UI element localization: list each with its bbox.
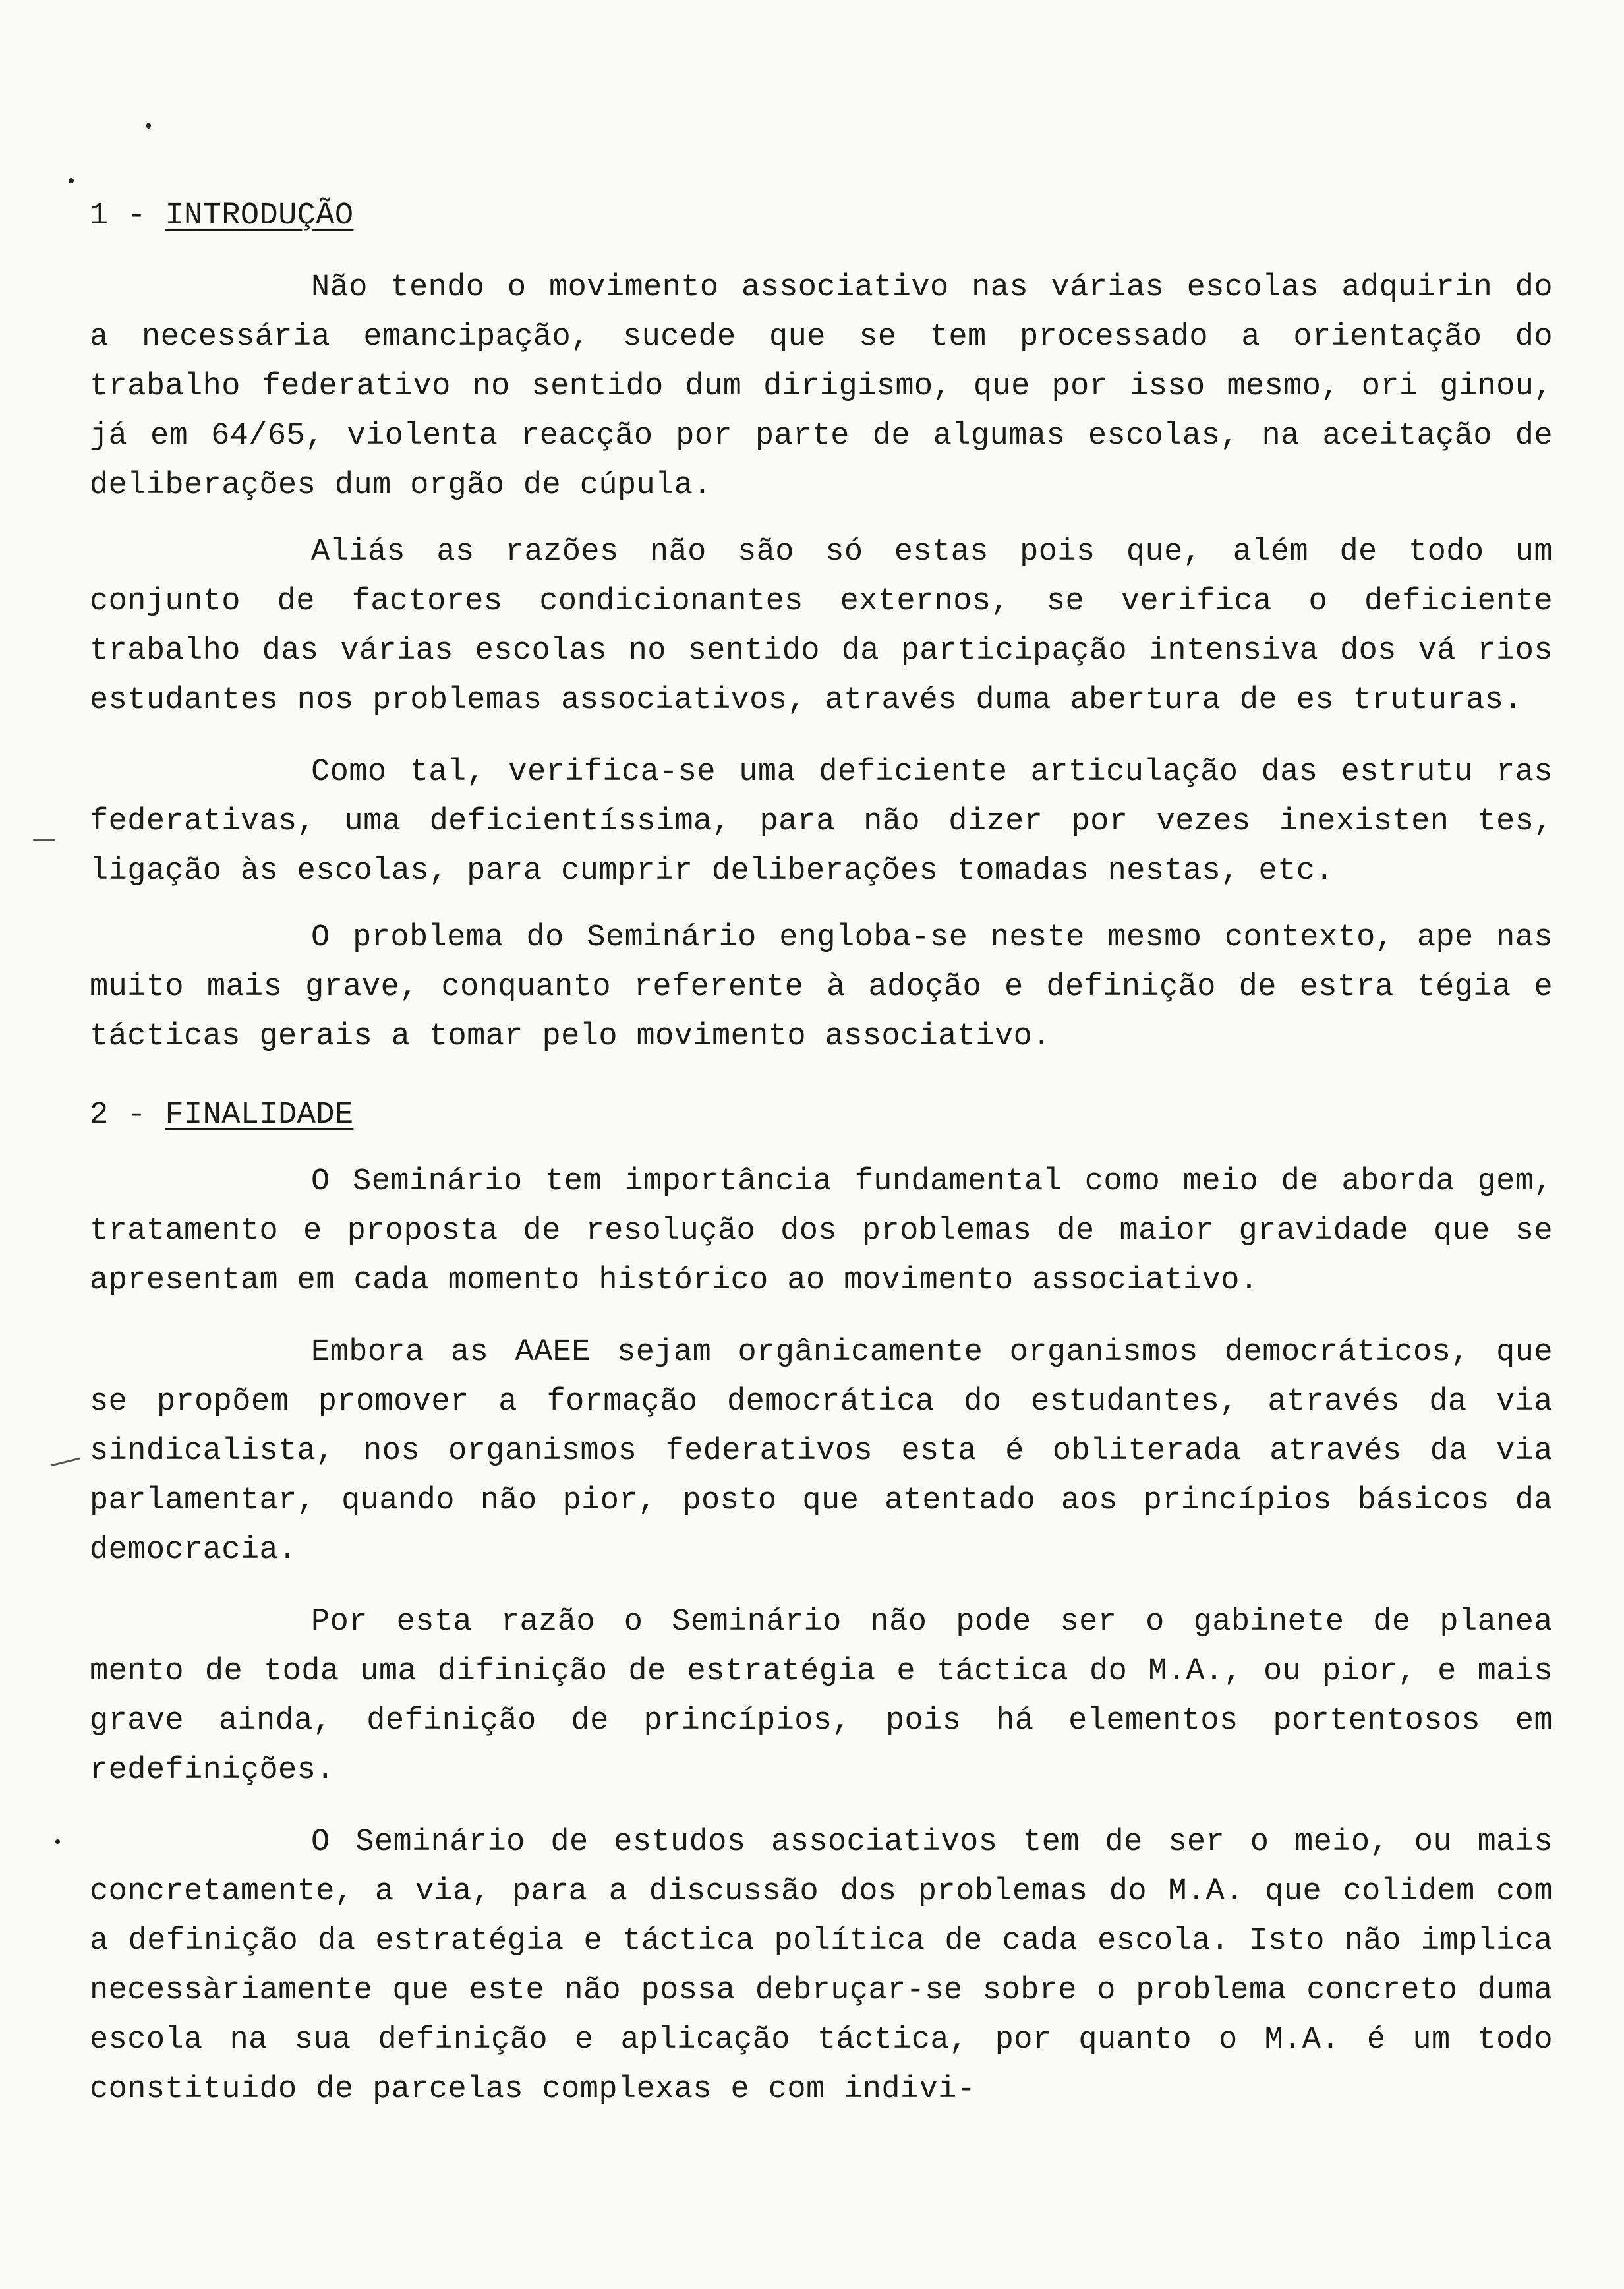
margin-tick-2 [50, 1457, 80, 1466]
section-1-paragraph-4: O problema do Seminário engloba-se neste mesmo contexto, ape nas muito mais grave, conquanto referente à adoção e definição de estra tégia e tácticas gerais a tomar pelo movimento associativo. [90, 920, 1553, 1054]
section-1-paragraph-3: Como tal, verifica-se uma deficiente articulação das estrutu ras federativas, uma deficientíssima, para não dizer por vezes inexisten tes, ligação às escolas, para cumprir deliberações tomadas nestas, etc. [90, 755, 1553, 889]
section-2-title: FINALIDADE [165, 1098, 354, 1133]
section-2-paragraph-1: O Seminário tem importância fundamental como meio de aborda gem, tratamento e proposta de resolução dos problemas de maior gravidade que se apresentam em cada momento histórico ao movimento associativo. [90, 1164, 1553, 1298]
section-1-paragraph-1: Não tendo o movimento associativo nas várias escolas adquirin do a necessária emancipação, sucede que se tem processado a orientação do trabalho federativo no sentido dum dirigismo, que por isso mesmo, ori ginou, já em 64/65, violenta reacção por parte de algumas escolas, na aceitação de deliberações dum orgão de cúpula. [90, 270, 1553, 503]
ink-dot-margin [69, 178, 74, 183]
ink-dot-top [146, 123, 151, 129]
section-2-heading [90, 1090, 1553, 1140]
section-1-number: 1 - [90, 198, 146, 233]
section-2-paragraph-3: Por esta razão o Seminário não pode ser o gabinete de planea mento de toda uma difinição de estratégia e táctica do M.A., ou pior, e mais grave ainda, definição de princípios, pois há elementos portentosos em redefinições. [90, 1605, 1553, 1788]
section-1-paragraph-2: Aliás as razões não são só estas pois que, além de todo um conjunto de factores condicionantes externos, se verifica o deficiente trabalho das várias escolas no sentido da participação intensiva dos vá rios estudantes nos problemas associativos, através duma abertura de es truturas. [90, 535, 1553, 718]
section-2-paragraph-2: Embora as AAEE sejam orgânicamente organismos democráticos, que se propõem promover a formação democrática do estudantes, através da via sindicalista, nos organismos federativos esta é obliterada através da via parlamentar, quando não pior, posto que atentado aos princípios básicos da democracia. [90, 1335, 1553, 1568]
ink-dot-lower [55, 1839, 60, 1844]
section-1-heading [90, 191, 1553, 241]
margin-tick-1 [33, 839, 55, 841]
section-2-paragraph-4: O Seminário de estudos associativos tem de ser o meio, ou mais concretamente, a via, para a discussão dos problemas do M.A. que colidem com a definição da estratégia e táctica política de cada escola. Isto não implica necessàriamente que este não possa debruçar-se sobre o problema concreto duma escola na sua definição e aplicação táctica, por quanto o M.A. é um todo constituido de parcelas complexas e com indivi- [90, 1825, 1553, 2107]
document-body [90, 191, 1553, 2114]
section-2-number: 2 - [90, 1098, 146, 1133]
section-1-title: INTRODUÇÃO [165, 198, 354, 233]
